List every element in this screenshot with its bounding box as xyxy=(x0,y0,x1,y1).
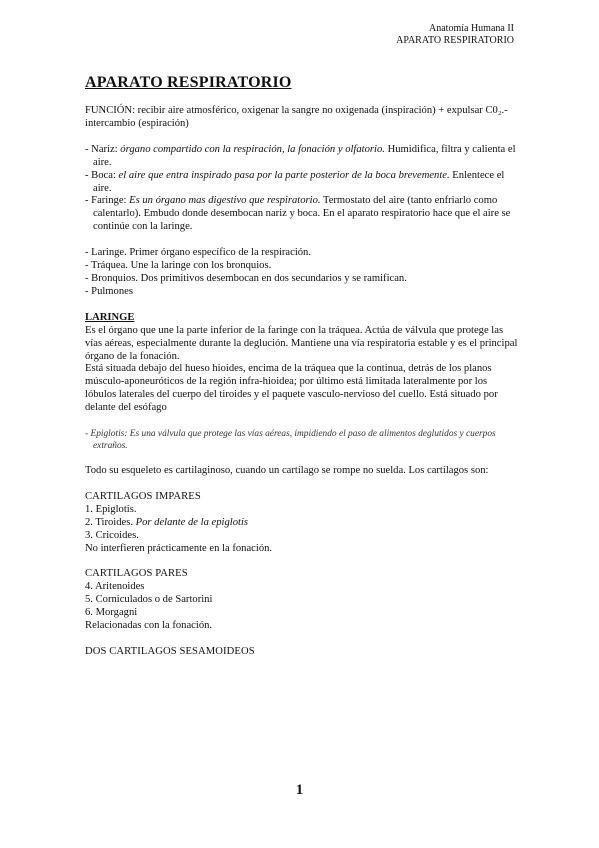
laringe-paragraph-2: Está situada debajo del hueso hioides, encima de la tráquea que la continua, detrás de los planos músculo-aponeuróticos de la región infra-hioidea; por último está limitada lateralmente por los lóbulos laterales del cuerpo del tiroides y el paquete vasculo-nervioso del cuello. Está situado por delante del esófago xyxy=(85,363,498,414)
header-course: Anatomía Humana II xyxy=(429,23,514,34)
epiglotis-note: - Epiglotis: Es una válvula que protege las vías aéreas, impidiendo el paso de alimentos deglutidos y cuerpos extraños. xyxy=(85,429,496,452)
section-heading-laringe: LARINGE xyxy=(85,311,135,323)
laringe-paragraph-1: Es el órgano que une la parte inferior de la faringe con la tráquea. Actúa de válvula que protege las vías aéreas, especialmente durante la deglución. Mantiene una vía respiratoria estable y es el principal órgano de la fonación. xyxy=(85,324,518,362)
list-item: - Bronquios. Dos primitivos desembocan en dos secundarios y se ramifican. xyxy=(85,272,407,284)
function-paragraph: FUNCIÓN: recibir aire atmosférico, oxigenar la sangre no oxigenada (inspiración) + expulsar C0₂.- intercambio (espiración) xyxy=(85,105,508,129)
list-item: - Tráquea. Une la laringe con los bronquios. xyxy=(85,260,272,272)
header-topic: APARATO RESPIRATORIO xyxy=(396,35,514,46)
laringe-paragraph-3: Todo su esqueleto es cartilaginoso, cuando un cartílago se rompe no suelda. Los cartílagos son: xyxy=(85,465,489,477)
section-heading-sesamoideos: DOS CARTILAGOS SESAMOIDEOS xyxy=(85,646,255,657)
document-body xyxy=(85,105,520,659)
organ-item-boca: - Boca: el aire que entra inspirado pasa por la parte posterior de la boca brevemente. Enlentece el aire. xyxy=(85,169,505,194)
list-item: 3. Cricoides. xyxy=(85,529,139,541)
pares-footer: Relacionadas con la fonación. xyxy=(85,620,213,632)
list-item: - Laringe. Primer órgano específico de la respiración. xyxy=(85,247,312,259)
list-item: 2. Tiroides. Por delante de la epiglotis xyxy=(85,516,249,528)
organ-list xyxy=(85,144,520,234)
list-item: 6. Morgagni xyxy=(85,607,138,619)
organ-item-faringe: - Faringe: Es un órgano mas digestivo que respiratorio. Termostato del aire (tanto enfriarlo como calentarlo). Embudo donde desembocan nariz y boca. En el aparato respiratorio hace que el aire se continúe con la laringe. xyxy=(85,195,511,233)
list-item: 5. Corniculados o de Sartorini xyxy=(85,594,213,606)
list-item: 1. Epiglotis. xyxy=(85,503,137,515)
respiratory-organ-list xyxy=(85,247,520,299)
section-heading-pares: CARTILAGOS PARES xyxy=(85,568,188,580)
list-item: - Pulmones xyxy=(85,285,133,297)
list-item: 4. Aritenoides xyxy=(85,581,145,593)
running-header xyxy=(396,23,514,47)
organ-item-nariz: - Nariz: órgano compartido con la respiración, la fonación y olfatorio. Humidifica, filtra y calienta el aire. xyxy=(85,143,516,168)
impares-footer: No interfieren prácticamente en la fonación. xyxy=(85,542,273,554)
page-number: 1 xyxy=(295,782,304,798)
section-heading-impares: CARTILAGOS IMPARES xyxy=(85,490,201,502)
page-title: APARATO RESPIRATORIO xyxy=(85,74,292,91)
